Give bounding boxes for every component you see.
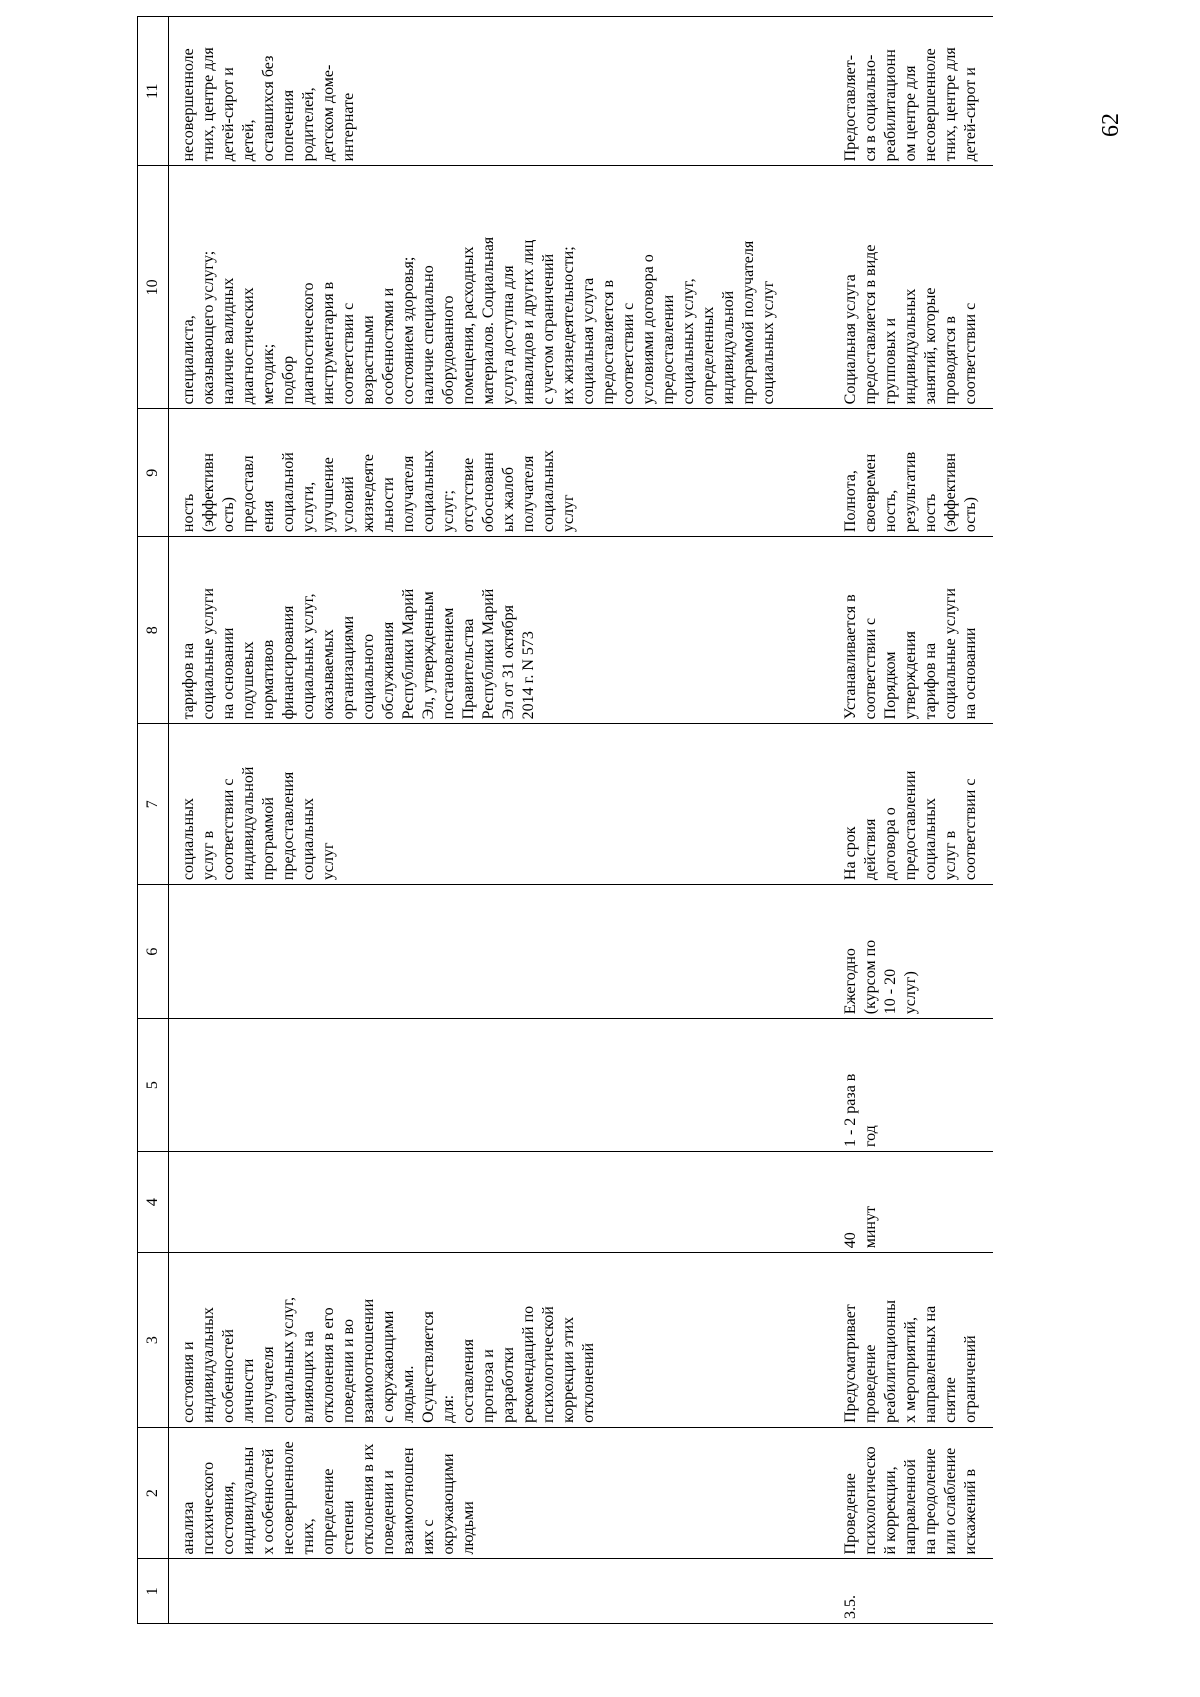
cell-term: социальных услуг в соответствии с индивидуальной программой предоставления социальных услуг [169,724,832,885]
cell-provider: несовершенноле тних, центре для детей-сирот и детей, оставшихся без попечения родителей, детском доме- интернате [169,17,832,166]
cell-service-name: Проведение психологическо й коррекции, направленной на преодоление или ослабление искажений в [831,1427,993,1559]
cell-tariff: тарифов на социальные услуги на основании подушевых нормативов финансирования социальных услуг, оказываемых организациями социального обслуживания Республики Марий Эл, утвержденным постановлением Правительства Республики Марий Эл от 31 октября 2014 г. N 573 [169,537,832,724]
services-table [137,16,993,1624]
header-col-9: 9 [138,409,169,537]
cell-description: Предусматривает проведение реабилитационны х мероприятий, направленных на снятие ограничений [831,1253,993,1428]
cell-service-name: анализа психического состояния, индивидуальны х особенностей несовершенноле тних, определение степени отклонения в их поведении и взаимоотношен иях с окружающими людьми [169,1427,832,1559]
cell-quality-indicators: Полнота, своевремен ность, результатив ность (эффективн ость) [831,409,993,537]
cell-number: 3.5. [831,1559,993,1624]
header-col-11: 11 [138,17,169,166]
cell-conditions: Социальная услуга предоставляется в виде групповых и индивидуальных занятий, которые проводятся в соответствии с [831,166,993,409]
cell-description: состояния и индивидуальных особенностей личности получателя социальных услуг, влияющих на отклонения в его поведении и во взаимоотношении с окружающими людьми. Осуществляется для: составления прогноза и разработки рекомендаций по психологической коррекции этих отклонений [169,1253,832,1428]
header-col-8: 8 [138,537,169,724]
cell-quality-indicators: ность (эффективн ость) предоставл ения социальной услуги, улучшение условий жизнедеяте льности получателя социальных услуг; отсутствие обоснованн ых жалоб получателя социальных услуг [169,409,832,537]
header-row [138,17,169,1624]
cell-number [169,1559,832,1624]
cell-provider: Предоставляет- ся в социально- реабилитационн ом центре для несовершенноле тних, центре для детей-сирот и [831,17,993,166]
header-col-1: 1 [138,1559,169,1624]
header-col-10: 10 [138,166,169,409]
page-number: 62 [1098,113,1124,137]
cell-conditions: специалиста, оказывающего услугу; наличие валидных диагностических методик; подбор диагностического инструментария в соответствии с возрастными особенностями и состоянием здоровья; наличие специально оборудованного помещения, расходных материалов. Социальная услуга доступна для инвалидов и других лиц с учетом ограничений их жизнедеятельности; социальная услуга предоставляется в соответствии с условиями договора о предоставлении социальных услуг, определенных индивидуальной программой получателя социальных услуг [169,166,832,409]
cell-term: На срок действия договора о предоставлении социальных услуг в соответствии с [831,724,993,885]
cell-frequency [169,1019,832,1152]
cell-frequency: 1 - 2 раза в год [831,1019,993,1152]
header-col-3: 3 [138,1253,169,1428]
cell-volume: Ежегодно (курсом по 10 - 20 услуг) [831,885,993,1019]
header-col-2: 2 [138,1427,169,1559]
header-col-6: 6 [138,885,169,1019]
cell-volume [169,885,832,1019]
cell-tariff: Устанавливается в соответствии с Порядком утверждения тарифов на социальные услуги на основании [831,537,993,724]
header-col-5: 5 [138,1019,169,1152]
table-row [169,17,832,1624]
table-row [831,17,993,1624]
cell-duration [169,1152,832,1253]
header-col-4: 4 [138,1152,169,1253]
cell-duration: 40 минут [831,1152,993,1253]
header-col-7: 7 [138,724,169,885]
